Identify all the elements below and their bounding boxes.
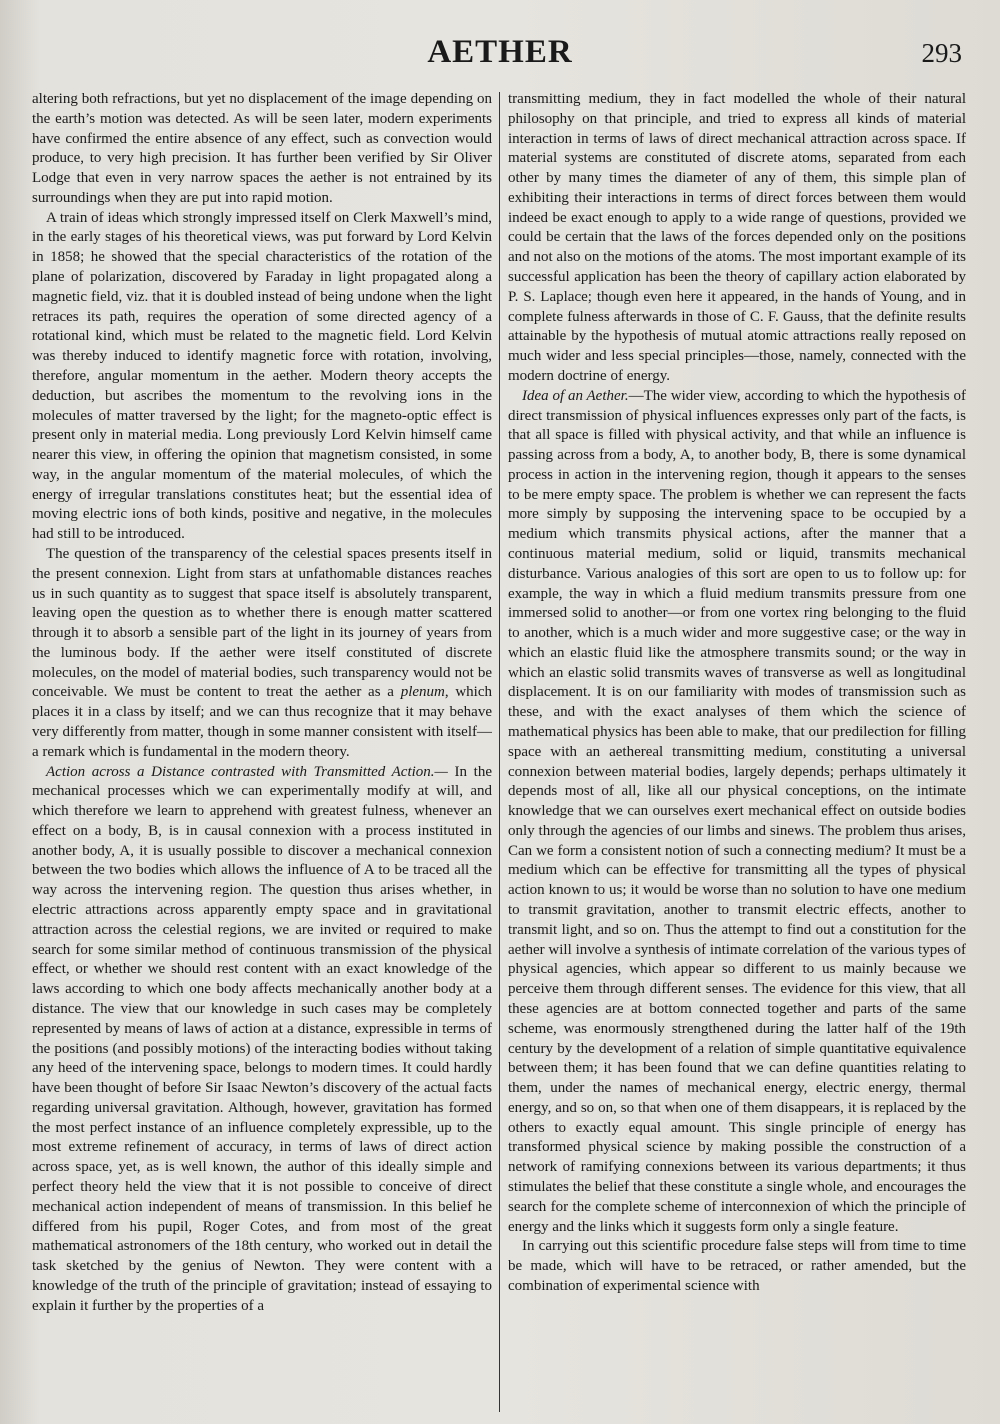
paragraph: transmitting medium, they in fact modelled the whole of their natural philosophy on that principle, and tried to express all kinds of material interaction in terms of laws of direct mechanical attraction across space. If material systems are constituted of discrete atoms, separated from each other by many times the diameter of any of them, this simple plan of exhibiting their interactions in terms of direct forces between them would indeed be exact enough to apply to a wide range of questions, provided we could be certain that the laws of the forces depended only on the positions and not also on the motions of the atoms. The most important example of its successful application has been the theory of capillary action elaborated by P. S. Laplace; though even here it appeared, in the hands of Young, and in complete fulness afterwards in those of C. F. Gauss, that the definite results attainable by the hypothesis of mutual atomic attractions really reposed on much wider and less special principles—those, namely, connected with the modern doctrine of energy. <box>508 91 966 384</box>
emphasis-text: plenum <box>400 684 445 701</box>
column-divider <box>499 92 500 1412</box>
section-heading: Idea of an Aether. <box>522 387 629 404</box>
paragraph <box>32 763 492 1317</box>
paragraph <box>508 387 966 1238</box>
paragraph-text: In the mechanical processes which we can experimentally modify at will, and which therefore we learn to apprehend with greatest fulness, whenever an effect on a body, B, is in causal connexion with a process instituted in another body, A, it is usually possible to discover a mechanical connexion between the two bodies which allows the influence of A to be traced all the way across the intervening region. The question thus arises whether, in electric attractions across apparently empty space and in gravitational attraction across the celestial regions, we are invited or required to make search for some similar method of continuous transmission of the physical effect, or whether we should rest content with an exact knowledge of the laws according to which one body affects mechanically another body at a distance. The view that our knowledge in such cases may be completely represented by means of laws of action at a distance, expressible in terms of the positions (and possibly motions) of the interacting bodies without taking any heed of the intervening space, belongs to modern times. It could hardly have been thought of before Sir Isaac Newton’s discovery of the actual facts regarding universal gravitation. Although, however, gravitation has formed the most perfect instance of an influence completely expressible, up to the most extreme refinement of accuracy, in terms of laws of direct action across space, yet, as is well known, the author of this ideally simple and perfect theory held the view that it is not possible to conceive of direct mechanical action independent of means of transmission. In this belief he differed from his pupil, Roger Cotes, and from most of the great mathematical astronomers of the 18th century, who worked out in detail the task sketched by the genius of Newton. They were content with a knowledge of the truth of the principle of gravitation; instead of essaying to explain it further by the properties of a <box>32 763 492 1314</box>
paragraph-text: The question of the transparency of the celestial spaces presents itself in the present connexion. Light from stars at unfathomable distances reaches us in such quantity as to suggest that space itself is absolutely transparent, leaving open the question as to whether there is enough matter scattered through it to absorb a sensible part of the light in its journey of years from the luminous body. If the aether were itself constituted of discrete molecules, on the model of material bodies, such transparency would not be conceivable. We must be content to treat the aether as a <box>32 545 492 701</box>
paragraph: In carrying out this scientific procedure false steps will from time to time be made, which will have to be retraced, or rather amended, but the combination of experimental science with <box>508 1238 966 1294</box>
running-title: AETHER <box>427 34 573 70</box>
paragraph: altering both refractions, but yet no displacement of the image depending on the earth’s motion was detected. As will be seen later, modern experiments have confirmed the entire absence of any effect, such as convection would produce, to very high precision. It has further been verified by Sir Oliver Lodge that even in very narrow spaces the aether is not entrained by its surroundings when they are put into rapid motion. <box>32 91 492 206</box>
paragraph-text: , which places it in a class by itself; and we can thus recognize that it may behave very differently from matter, though in some manner consistent with itself—a remark which is fundamental in the modern theory. <box>32 684 492 760</box>
paragraph-text: —The wider view, according to which the hypothesis of direct transmission of physical influences expresses only part of the facts, is that all space is filled with physical activity, and that while an influence is passing across from a body, A, to another body, B, there is some dynamical process in action in the intervening region, though it appears to the senses to be mere empty space. The problem is whether we can represent the facts more simply by supposing the intervening space to be occupied by a medium which transmits physical actions, after the manner that a continuous material medium, solid or liquid, transmits mechanical disturbance. Various analogies of this sort are open to us to follow up: for example, the way in which a fluid medium transmits pressure from one immersed solid to another—or from one vortex ring belonging to the fluid to another, which is a much wider and more suggestive case; or the way in which an elastic fluid like the atmosphere transmits sound; or the way in which an elastic solid transmits waves of transverse as well as longitudinal displacement. It is on our familiarity with modes of transmission such as these, and with the exact analyses of them which the science of mathematical physics has been able to make, that our predilection for filling space with an aethereal transmitting medium, constituting a universal connexion between material bodies, largely depends; perhaps ultimately it depends most of all, like all our physical conceptions, on the intimate knowledge that we can ourselves exert mechanical effect on outside bodies only through the agencies of our limbs and sinews. The problem thus arises, Can we form a consistent notion of such a connecting medium? It must be a medium which can be effective for transmitting all the types of physical action known to us; it would be worse than no solution to have one medium to transmit gravitation, another to transmit electric effects, another to transmit light, and so on. Thus the attempt to find out a constitution for the aether will involve a synthesis of intimate correlation of the various types of physical agencies, which appear so different to us mainly because we perceive them through different senses. The evidence for this view, that all these agencies are at bottom connected together and parts of the same scheme, was enormously strengthened during the latter half of the 19th century by the development of a relation of simple quantitative equivalence between them; it has been found that we can define quantities relating to them, under the names of mechanical energy, electric energy, thermal energy, and so on, so that when one of them disappears, it is replaced by the others to exactly equal amount. This single principle of energy has transformed physical science by making possible the construction of a network of ramifying connexions between its various departments; it thus stimulates the belief that these constitute a single whole, and encourages the search for the complete scheme of interconnexion of which the principle of energy and the links which it suggests form only a single feature. <box>508 387 966 1235</box>
page-number: 293 <box>921 38 962 68</box>
right-column <box>508 90 966 1410</box>
section-heading: Action across a Distance contrasted with Transmitted Action.— <box>46 763 448 780</box>
left-column <box>32 90 492 1410</box>
paragraph: A train of ideas which strongly impressed itself on Clerk Maxwell’s mind, in the early stages of his theoretical views, was put forward by Lord Kelvin in 1858; he showed that the special characteristics of the rotation of the plane of polarization, discovered by Faraday in light propagated along a magnetic field, viz. that it is doubled instead of being undone when the light retraces its path, requires the operation of some directed agency of a rotational kind, which must be related to the magnetic field. Lord Kelvin was thereby induced to identify magnetic force with rotation, involving, therefore, angular momentum in the aether. Modern theory accepts the deduction, but ascribes the momentum to the revolving ions in the molecules of matter traversed by the light; for the magneto-optic effect is present only in material media. Long previously Lord Kelvin himself came nearer this view, in offering the opinion that magnetism consisted, in some way, in the angular momentum of the material molecules, of which the energy of irregular translations constitutes heat; but the essential idea of moving electric ions of both kinds, positive and negative, in the molecules had still to be introduced. <box>32 209 492 543</box>
paragraph <box>32 545 492 763</box>
page-header <box>0 34 1000 84</box>
